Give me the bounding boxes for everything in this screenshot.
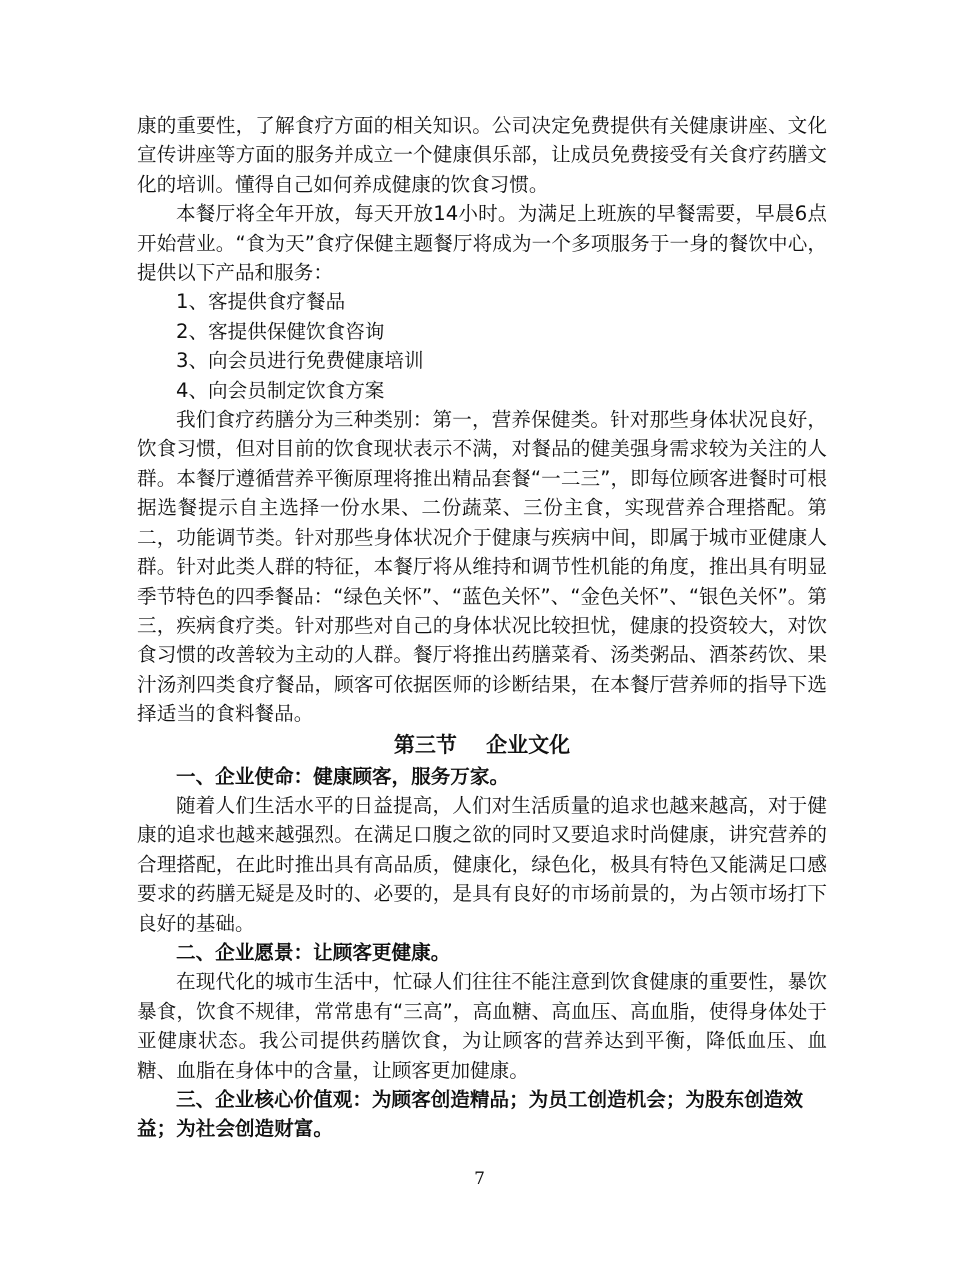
mission-heading: 一、企业使命：健康顾客，服务万家。 <box>176 764 510 788</box>
paragraph-intro-continued: 康的重要性，了解食疗方面的相关知识。公司决定免费提供有关健康讲座、文化宣传讲座等方面的服务并成立一个健康俱乐部，让成员免费接受有关食疗药膳文化的培训。懂得自己如何养成健康的饮食习惯。 <box>137 114 827 196</box>
core-values-heading: 三、企业核心价值观：为顾客创造精品；为员工创造机会；为股东创造效益；为社会创造财富。 <box>137 1088 803 1141</box>
mission-paragraph: 随着人们生活水平的日益提高，人们对生活质量的追求也越来越高，对于健康的追求也越来越强烈。在满足口腹之欲的同时又要追求时尚健康，讲究营养的合理搭配，在此时推出具有高品质，健康化，绿色化，极具有特色又能满足口感要求的药膳无疑是及时的、必要的，是具有良好的市场前景的，为占领市场打下良好的基础。 <box>137 793 827 935</box>
vision-paragraph: 在现代化的城市生活中，忙碌人们往往不能注意到饮食健康的重要性，暴饮暴食，饮食不规律，常常患有“三高”，高血糖、高血压、高血脂，使得身体处于亚健康状态。我公司提供药膳饮食，为让顾客的营养达到平衡，降低血压、血糖、血脂在身体中的含量，让顾客更加健康。 <box>137 970 827 1082</box>
section-title: 第三节 企业文化 <box>393 731 571 757</box>
paragraph-menu-categories: 我们食疗药膳分为三种类别：第一，营养保健类。针对那些身体状况良好，饮食习惯，但对目前的饮食现状表示不满，对餐品的健美强身需求较为关注的人群。本餐厅遵循营养平衡原理将推出精品套餐“一二三”，即每位顾客进餐时可根据选餐提示自主选择一份水果、二份蔬菜、三份主食，实现营养合理搭配。第二，功能调节类。针对那些身体状况介于健康与疾病中间，即属于城市亚健康人群。针对此类人群的特征，本餐厅将从维持和调节性机能的角度，推出具有明显季节特色的四季餐品：“绿色关怀”、“蓝色关怀”、“金色关怀”、“银色关怀”。第三，疾病食疗类。针对那些对自己的身体状况比较担忧，健康的投资较大，对饮食习惯的改善较为主动的人群。餐厅将推出药膳菜肴、汤类粥品、酒茶药饮、果汁汤剂四类食疗餐品，顾客可依据医师的诊断结果，在本餐厅营养师的指导下选择适当的食料餐品。 <box>137 408 827 726</box>
service-list-item: 3、向会员进行免费健康培训 <box>176 349 424 373</box>
service-list-item: 2、客提供保健饮食咨询 <box>176 319 385 343</box>
service-list-item: 1、客提供食疗餐品 <box>176 290 346 314</box>
vision-heading: 二、企业愿景：让顾客更健康。 <box>176 940 451 964</box>
page-number: 7 <box>474 1169 485 1189</box>
page-content <box>137 111 827 1144</box>
service-list-item: 4、向会员制定饮食方案 <box>176 378 385 402</box>
paragraph-opening-hours: 本餐厅将全年开放，每天开放14小时。为满足上班族的早餐需要，早晨6点开始营业。“食为天”食疗保健主题餐厅将成为一个多项服务于一身的餐饮中心，提供以下产品和服务： <box>137 202 827 285</box>
